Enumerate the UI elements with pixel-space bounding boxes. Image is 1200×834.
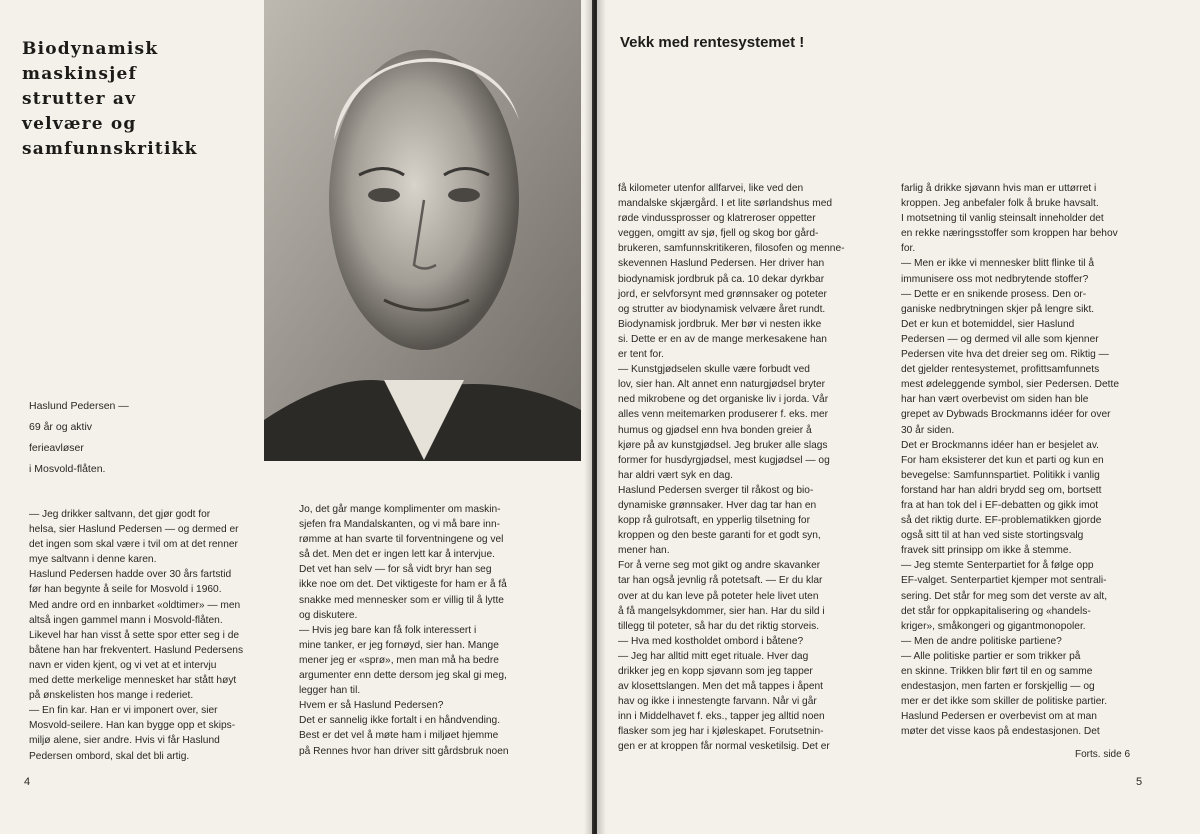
text-line: kopp rå gulrotsaft, en ypperlig tilsetning for [618,515,810,527]
left-page [0,0,592,834]
text-line: har aldri vært syk en dag. [618,469,733,481]
text-line: miljø alene, sier andre. Hvis vi får Haslund [29,735,220,747]
text-line: for. [901,243,916,255]
text-line: på ønskelisten hos mange i rederiet. [29,690,194,702]
text-line: I motsetning til vanlig steinsalt inneholder det [901,213,1104,225]
text-line: røde vindussprosser og klatreroser oppetter [618,213,816,225]
text-line: fravek sitt prinsipp om ikke å stemme. [901,545,1072,557]
section-heading: Vekk med rentesystemet ! [620,34,805,51]
text-line: så det riktig durte. EF-problematikken gjorde [901,515,1102,527]
text-line: navn er viden kjent, og vi vet at et intervju [29,659,217,671]
text-line: Det er kun et botemiddel, sier Haslund [901,318,1075,330]
text-line: på Rennes hvor han driver sitt gårdsbruk noen [299,745,509,757]
text-line: Biodynamisk jordbruk. Mer bør vi nesten ikke [618,318,822,330]
portrait-photo [264,0,581,461]
text-line: skevennen Haslund Pedersen. Her driver han [618,258,825,270]
text-line: Haslund Pedersen sverger til råkost og bio- [618,484,814,496]
text-line: mye saltvann i denne karen. [29,554,157,566]
page-number-right: 5 [1136,776,1143,788]
text-line: en skinne. Trikken blir ført til en og samme [901,666,1093,677]
text-line: Jo, det går mange komplimenter om maskin- [299,504,501,515]
text-line: båtene han har frekventert. Haslund Pedersens [29,644,244,656]
text-line: drikker jeg en kopp sjøvann som jeg tapper [618,666,813,677]
text-line: jord, er selvforsynt med grønnsaker og poteter [618,288,827,300]
text-line: ganiske nedbrytningen skjer på lengre sikt. [901,303,1095,315]
text-line: forstand har han aldri brydd seg om, bortsett [901,484,1102,496]
caption-line: Haslund Pedersen — [29,400,129,412]
text-line: inn i Middelhavet f. eks., tapper jeg alltid noen [618,711,825,723]
text-line: det ingen som skal være i tvil om at det renner [29,539,238,551]
text-line: få kilometer utenfor allfarvei, like ved den [618,183,804,194]
text-line: tar han også jevnlig rå potetsaft. — Er du klar [618,575,823,587]
text-line: møter det visse kaos på endestasjonen. Det [901,726,1100,738]
headline-line: samfunnskritikk [22,139,198,159]
text-line: — Men er ikke vi mennesker blitt flinke til å [901,258,1095,270]
text-line: før han begynte å seile for Mosvold i 1960. [29,584,222,596]
text-line: gen er at kroppen får normal vesketilsig. Det er [618,741,830,753]
text-line: Med andre ord en innbarket «oldtimer» — men [29,599,241,611]
book-gutter [584,0,606,834]
text-line: flasker som jeg har i kjøleskapet. Forutsetnin- [618,726,824,738]
text-line: å få mangelsykdommer, sier han. Har du sild i [618,605,825,617]
text-line: veggen, omgitt av sjø, fjell og skog bor gård- [618,228,819,240]
text-line: mandalske skjærgård. I et lite sørlandshus med [618,198,833,210]
text-line: tillegg til poteter, så har du det riktig storveis. [618,620,820,632]
text-line: immunisere oss mot nedbrytende stoffer? [901,273,1089,285]
text-line: med dette merkelige mennesket har stått høyt [29,675,237,687]
text-line: For å verne seg mot gikt og andre skavanker [618,560,821,572]
text-line: sjefen fra Mandalskanten, og vi må bare inn- [299,519,501,531]
text-line: For ham eksisterer det kun et parti og kun en [901,454,1104,466]
right-column-1 [618,181,880,755]
text-line: — Jeg har alltid mitt eget rituale. Hver dag [618,650,809,662]
text-line: — Dette er en snikende prosess. Den or- [901,288,1087,300]
text-line: Haslund Pedersen hadde over 30 års fartstid [29,569,232,581]
caption-line: ferieavløser [29,442,84,454]
text-line: mener han. [618,545,670,557]
text-line: Det er Brockmanns idéer han er besjelet av. [901,439,1099,451]
text-line: lov, sier han. Alt annet enn naturgjødsel bryter [618,379,826,391]
text-line: bevegelse: Samfunnspartiet. Politikk i vanlig [901,469,1100,481]
text-line: ned mikrobene og det organiske liv i jorda. Vår [618,394,829,406]
text-line: også sitt til at han ved siste stortingsvalg [901,530,1084,542]
left-column-1 [29,507,287,764]
text-line: farlig å drikke sjøvann hvis man er uttørret i [901,183,1097,194]
text-line: — Jeg drikker saltvann, det gjør godt for [29,509,211,520]
text-line: sering. Det står for meg som det verste av alt, [901,590,1108,602]
text-line: så det. Men det er ingen lett kar å intervjue. [299,549,495,561]
text-line: mest ødeleggende symbol, sier Pedersen. Dette [901,379,1120,391]
text-line: hav og ikke i innestengte farvann. Når vi går [618,696,817,708]
text-line: kriger», småkongeri og gigantmonopoler. [901,620,1086,632]
text-line: — En fin kar. Han er vi imponert over, sier [29,705,218,717]
text-line: mine tanker, er jeg fornøyd, sier han. Mange [299,639,499,651]
text-line: 30 år siden. [901,424,955,436]
continued-note: Forts. side 6 [1075,749,1131,760]
text-line: en rekke næringsstoffer som kroppen har behov [901,228,1118,240]
text-line: alles venn meitemarken produserer f. eks. mer [618,409,829,421]
text-line: argumenter enn dette dersom jeg skal gi meg, [299,670,507,682]
text-line: og diskutere. [299,609,358,621]
headline-line: velvære og [22,114,137,134]
headline-line: strutter av [22,89,137,109]
text-line: Mosvold-seilere. Han kan bygge opp et skips- [29,720,236,732]
text-line: har han vært overbevist om siden han ble [901,394,1089,406]
text-line: det står for oppkapitalisering og «handels- [901,605,1091,617]
text-line: Haslund Pedersen er overbevist om at man [901,711,1097,723]
text-line: mener jeg er «sprø», men man må ha bedre [299,654,499,666]
text-line: og strutter av biodynamisk velvære året rundt. [618,303,826,315]
text-line: — Jeg stemte Senterpartiet for å følge opp [901,560,1094,572]
text-line: kjøre på av kunstgjødsel. Jeg bruker alle slags [618,439,828,451]
left-column-2 [299,502,565,759]
text-line: er tent for. [618,349,664,361]
text-line: si. Dette er en av de mange merkesakene han [618,333,827,345]
text-line: — Hva med kostholdet ombord i båtene? [618,635,804,647]
text-line: helsa, sier Haslund Pedersen — og dermed er [29,524,239,536]
text-line: Pedersen — og dermed vil alle som kjenner [901,333,1099,345]
text-line: — Hvis jeg bare kan få folk interessert i [299,624,477,636]
text-line: Likevel har han visst å sette spor etter seg i de [29,629,240,641]
text-line: — Alle politiske partier er som trikker på [901,650,1081,662]
text-line: over at du kan leve på poteter hele livet uten [618,590,819,602]
text-line: — Men de andre politiske partiene? [901,635,1062,647]
text-line: Hvem er så Haslund Pedersen? [299,700,444,712]
text-line: ikke noe om det. Det viktigeste for ham er å få [299,579,507,591]
article-headline [22,37,262,162]
text-line: mer er det ikke som skiller de politiske partier. [901,696,1108,708]
text-line: grepet av Dybwads Brockmanns idéer for over [901,409,1111,421]
caption-line: i Mosvold-flåten. [29,463,106,475]
text-line: humus og gjødsel enn hva bonden greier å [618,424,812,436]
text-line: former for husdyrgjødsel, mest kugjødsel — og [618,454,830,466]
text-line: brukeren, samfunnskritikeren, filosofen og menne- [618,243,845,255]
text-line: kroppen. Jeg anbefaler folk å bruke havsalt. [901,198,1099,210]
text-line: Det vet han selv — for så vidt bryr han seg [299,564,492,576]
text-line: Pedersen vite hva det dreier seg om. Riktig — [901,349,1109,361]
text-line: EF-valget. Senterpartiet kjemper mot sentrali- [901,575,1107,587]
text-line: altså ingen gammel mann i Mosvold-flåten. [29,614,223,626]
text-line: endestasjon, men farten er forskjellig — og [901,681,1095,693]
text-line: Best er det vel å møte ham i miljøet hjemme [299,730,499,742]
text-line: rømme at han svarte til forventningene og vel [299,534,504,546]
text-line: legger han til. [299,685,361,697]
headline-line: Biodynamisk [22,39,159,59]
text-line: Pedersen ombord, skal det bli artig. [29,750,190,762]
portrait-photo-icon [264,0,581,461]
text-line: biodynamisk jordbruk på ca. 10 dekar dyrkbar [618,273,825,285]
headline-line: maskinsjef [22,64,138,84]
text-line: snakke med mennesker som er villig til å lytte [299,594,504,606]
right-column-2 [901,181,1167,739]
text-line: dynamiske grønnsaker. Hver dag tar han en [618,499,817,511]
text-line: av klosettslangen. Men det må tappes i åpent [618,681,824,693]
text-line: kroppen og den beste garanti for et godt syn, [618,530,821,542]
caption-line: 69 år og aktiv [29,421,93,433]
photo-caption [29,396,209,480]
right-page [597,0,1200,834]
text-line: — Kunstgjødselen skulle være forbudt ved [618,364,810,376]
text-line: Det er sannelig ikke fortalt i en håndvending. [299,715,501,727]
text-line: fra at han tok del i EF-debatten og gikk imot [901,499,1099,511]
text-line: det gjelder rentesystemet, profittsamfunnets [901,364,1100,376]
page-number-left: 4 [24,776,31,788]
